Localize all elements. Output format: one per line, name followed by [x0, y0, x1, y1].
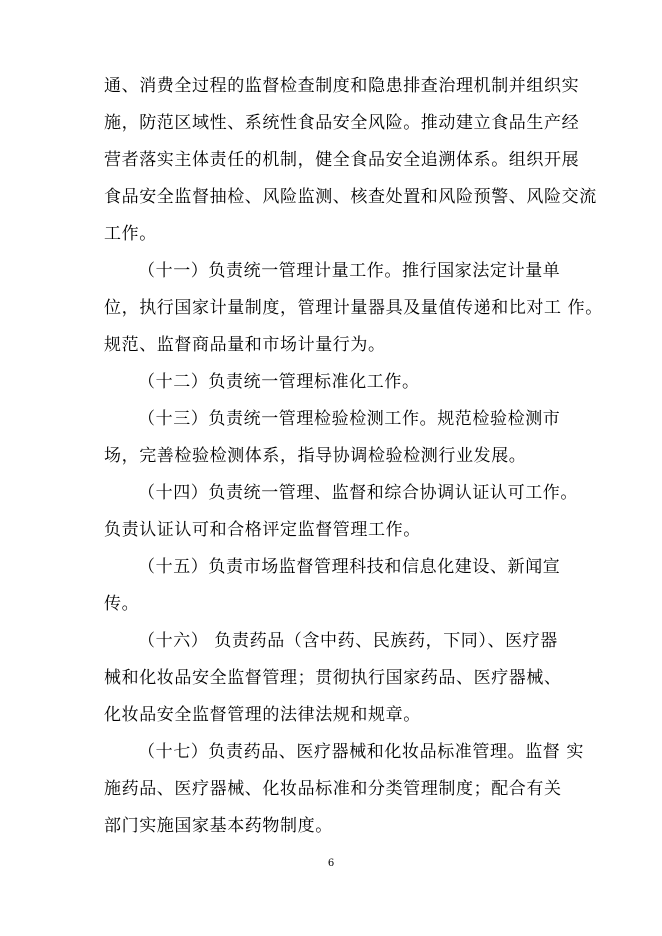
paragraph-line: 部门实施国家基本药物制度。 — [104, 816, 333, 836]
paragraph-line: （十四）负责统一管理、监督和综合协调认证认可工作。 — [138, 483, 578, 503]
paragraph-line: 施，防范区域性、系统性食品安全风险。推动建立食品生产经 — [104, 113, 580, 133]
paragraph-line: （十二）负责统一管理标准化工作。 — [138, 372, 420, 392]
paragraph-line: （十七）负责药品、医疗器械和化妆品标准管理。监督 实 — [138, 742, 585, 762]
paragraph-line: （十五）负责市场监督管理科技和信息化建设、新闻宣 — [138, 557, 561, 577]
paragraph-line: 通、消费全过程的监督检查制度和隐患排查治理机制并组织实 — [104, 76, 580, 96]
paragraph-line: （十六） 负责药品（含中药、民族药，下同）、医疗器 — [138, 631, 558, 651]
paragraph-line: 场，完善检验检测体系，指导协调检验检测行业发展。 — [104, 446, 527, 466]
paragraph-line: 位，执行国家计量制度，管理计量器具及量值传递和比对工 作。 — [104, 298, 603, 318]
paragraph-line: 工作。 — [104, 224, 157, 244]
paragraph-line: 营者落实主体责任的机制，健全食品安全追溯体系。组织开展 — [104, 150, 580, 170]
page-number: 6 — [327, 858, 335, 869]
paragraph-line: 负责认证认可和合格评定监督管理工作。 — [104, 520, 421, 540]
paragraph-line: （十三）负责统一管理检验检测工作。规范检验检测市 — [138, 409, 561, 429]
paragraph-line: 食品安全监督抽检、风险监测、核查处置和风险预警、风险交流 — [104, 187, 597, 207]
paragraph-line: 传。 — [104, 594, 140, 614]
paragraph-line: 化妆品安全监督管理的法律法规和规章。 — [104, 705, 421, 725]
paragraph-line: 规范、监督商品量和市场计量行为。 — [104, 335, 386, 355]
paragraph-line: 施药品、医疗器械、化妆品标准和分类管理制度；配合有关 — [104, 779, 562, 799]
paragraph-line: 械和化妆品安全监督管理；贯彻执行国家药品、医疗器械、 — [104, 668, 562, 688]
paragraph-line: （十一）负责统一管理计量工作。推行国家法定计量单 — [138, 261, 561, 281]
